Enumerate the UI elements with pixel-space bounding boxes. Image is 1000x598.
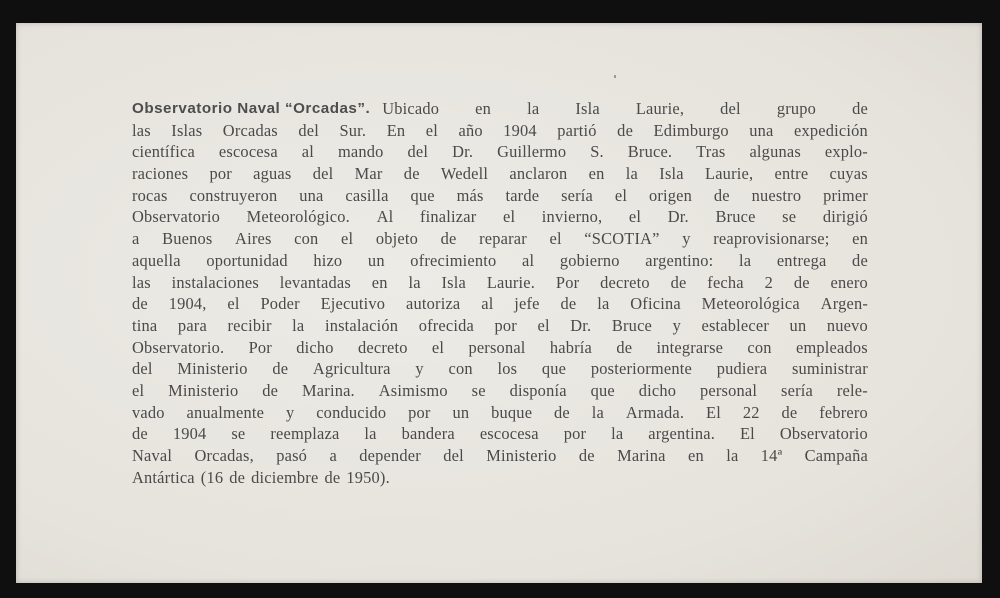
word: recibir xyxy=(227,315,272,335)
word: nuevo xyxy=(826,315,868,335)
word: de xyxy=(272,359,289,379)
word: año xyxy=(458,120,483,140)
word: de xyxy=(670,272,687,292)
word: científica xyxy=(132,142,195,162)
word: levantadas xyxy=(279,272,351,292)
body-lines xyxy=(132,120,868,489)
word: en xyxy=(588,164,605,184)
text-line xyxy=(132,402,868,424)
word: Bruce xyxy=(715,207,756,227)
word: Laurie, xyxy=(705,164,754,184)
text-line xyxy=(132,206,868,228)
word: la xyxy=(625,164,639,184)
word: Isla xyxy=(659,164,684,184)
word: Agricultura xyxy=(312,359,391,379)
word: que xyxy=(541,359,567,379)
word: Sur. xyxy=(339,120,367,140)
word: disponía xyxy=(509,380,567,400)
word: argentino: xyxy=(645,250,714,270)
word: decreto xyxy=(600,272,650,292)
first-line-text xyxy=(382,98,868,120)
first-line xyxy=(132,98,868,120)
word: por xyxy=(408,402,431,422)
word: Meteorológico. xyxy=(246,207,350,227)
word: instalaciones xyxy=(171,272,259,292)
word: dicho xyxy=(638,380,677,400)
word: el xyxy=(341,229,354,249)
word: y xyxy=(415,359,424,379)
word: la xyxy=(364,424,377,444)
word: de xyxy=(132,294,148,314)
word: por xyxy=(494,315,517,335)
word: la xyxy=(408,272,421,292)
word: de xyxy=(852,250,868,270)
word: empleados xyxy=(795,337,868,357)
text-line xyxy=(132,272,868,294)
word: Observatorio. xyxy=(132,337,225,357)
word: se xyxy=(471,380,486,400)
word: Dr. xyxy=(452,142,474,162)
text-line xyxy=(132,315,868,337)
word: de xyxy=(554,402,570,422)
word: el xyxy=(227,294,240,314)
word: Ministerio xyxy=(486,446,557,465)
word: Observatorio xyxy=(779,424,868,444)
word: primer xyxy=(823,185,868,205)
word: nuestro xyxy=(751,185,802,205)
word: Edimburgo xyxy=(653,120,729,140)
word: finalizar xyxy=(419,207,477,227)
word: escocesa xyxy=(479,424,539,444)
word: S. xyxy=(590,142,604,162)
word: Campaña xyxy=(804,446,868,465)
word: una xyxy=(299,185,324,205)
word: con xyxy=(448,359,473,379)
word: una xyxy=(749,120,774,140)
word: depender xyxy=(359,446,421,465)
word: el xyxy=(431,337,445,357)
word: Al xyxy=(376,207,394,227)
word: 1904, xyxy=(168,294,207,314)
word: invierno, xyxy=(541,207,603,227)
text-line xyxy=(132,445,868,467)
word: Marina xyxy=(617,446,666,465)
word: del xyxy=(312,164,334,184)
word: Ministerio xyxy=(177,359,248,379)
word: establecer xyxy=(701,315,770,335)
document-text xyxy=(132,98,868,488)
word: de xyxy=(617,120,634,140)
word: fecha xyxy=(707,272,744,292)
word: Mar xyxy=(354,164,383,184)
word: la xyxy=(726,446,739,465)
word: Antártica xyxy=(132,467,195,487)
word: gobierno xyxy=(559,250,620,270)
text-line xyxy=(132,380,868,402)
text-line xyxy=(132,141,868,163)
word: del xyxy=(407,142,429,162)
word: Observatorio xyxy=(132,207,220,227)
word: al xyxy=(522,250,535,270)
word: Dr. xyxy=(570,315,592,335)
document-title: Observatorio Naval “Orcadas”. xyxy=(132,100,371,117)
word: 22 xyxy=(742,402,760,422)
word: al xyxy=(481,294,494,314)
word: al xyxy=(301,142,315,162)
word: Bruce xyxy=(611,315,653,335)
word: de xyxy=(403,164,420,184)
word: explo- xyxy=(824,142,868,162)
word: en xyxy=(852,229,868,249)
word: Asimismo xyxy=(378,380,448,400)
word: mando xyxy=(337,142,384,162)
word: Laurie, xyxy=(635,99,685,118)
word: integrarse xyxy=(656,337,724,357)
word: 14ª xyxy=(760,446,783,465)
word: del xyxy=(132,359,153,379)
word: en xyxy=(371,272,388,292)
word: argentina. xyxy=(648,424,716,444)
word: la xyxy=(527,99,540,118)
word: de xyxy=(132,424,148,444)
word: Poder xyxy=(260,294,300,314)
word: cuyas xyxy=(829,164,868,184)
word: entre xyxy=(774,164,809,184)
word: aquella xyxy=(132,250,181,270)
word: casilla xyxy=(345,185,389,205)
text-line xyxy=(132,467,868,489)
word: de xyxy=(229,467,246,487)
word: dirigió xyxy=(822,207,868,227)
word: con xyxy=(747,337,772,357)
word: partió xyxy=(557,120,597,140)
word: a xyxy=(132,229,140,249)
word: reparar xyxy=(479,229,527,249)
word: de xyxy=(440,229,457,249)
word: a xyxy=(329,446,337,465)
word: de xyxy=(852,99,868,118)
word: de xyxy=(713,185,730,205)
word: rocas xyxy=(132,185,168,205)
word: Wedell xyxy=(440,164,489,184)
word: la xyxy=(597,294,610,314)
word: de xyxy=(793,272,810,292)
word: (16 xyxy=(200,467,224,487)
word: un xyxy=(452,402,470,422)
word: Tras xyxy=(696,142,726,162)
word: Aires xyxy=(235,229,272,249)
word: suministrar xyxy=(791,359,868,379)
word: Por xyxy=(555,272,580,292)
word: Ejecutivo xyxy=(320,294,386,314)
text-line xyxy=(132,163,868,185)
word: conducido xyxy=(316,402,387,422)
ink-speck xyxy=(614,75,616,78)
word: que xyxy=(410,185,435,205)
word: Meteorológica xyxy=(701,294,800,314)
word: construyeron xyxy=(189,185,278,205)
word: y xyxy=(285,402,295,422)
word: sería xyxy=(561,185,594,205)
text-line xyxy=(132,250,868,272)
word: “SCOTIA” xyxy=(584,229,660,249)
word: por xyxy=(563,424,587,444)
word: posteriormente xyxy=(590,359,692,379)
word: sería xyxy=(781,380,813,400)
word: Naval xyxy=(132,446,173,465)
word: del xyxy=(298,120,319,140)
word: enero xyxy=(830,272,868,292)
word: Marina. xyxy=(302,380,355,400)
word: el xyxy=(537,315,550,335)
word: buque xyxy=(491,402,533,422)
word: de xyxy=(262,380,279,400)
word: el xyxy=(549,229,562,249)
word: se xyxy=(782,207,797,227)
word: la xyxy=(611,424,624,444)
word: Argen- xyxy=(820,294,868,314)
word: Orcadas, xyxy=(194,446,254,465)
word: ofrecida xyxy=(418,315,474,335)
word: objeto xyxy=(375,229,419,249)
word: del xyxy=(720,99,741,118)
word: el xyxy=(502,207,516,227)
word: rele- xyxy=(836,380,868,400)
text-line xyxy=(132,337,868,359)
word: entrega xyxy=(776,250,827,270)
word: de xyxy=(781,402,798,422)
word: Islas xyxy=(171,120,203,140)
word: la xyxy=(292,315,305,335)
word: 1950). xyxy=(346,467,390,487)
word: Ministerio xyxy=(168,380,239,400)
word: 1904 xyxy=(503,120,537,140)
word: Por xyxy=(248,337,272,357)
word: reemplaza xyxy=(270,424,340,444)
word: un xyxy=(789,315,807,335)
word: decreto xyxy=(357,337,408,357)
word: Isla xyxy=(575,99,600,118)
word: dicho xyxy=(296,337,334,357)
text-line xyxy=(132,228,868,250)
word: expedición xyxy=(793,120,868,140)
word: de xyxy=(616,337,633,357)
word: de xyxy=(578,446,595,465)
word: Dr. xyxy=(667,207,689,227)
word: de xyxy=(560,294,577,314)
word: con xyxy=(294,229,319,249)
document-card xyxy=(16,23,982,583)
word: los xyxy=(497,359,518,379)
word: origen xyxy=(648,185,693,205)
word: grupo xyxy=(776,99,817,118)
word: escocesa xyxy=(218,142,278,162)
word: Laurie. xyxy=(486,272,536,292)
word: el xyxy=(132,380,145,400)
word: en xyxy=(475,99,492,118)
word: En xyxy=(386,120,406,140)
word: la xyxy=(591,402,604,422)
word: habría xyxy=(549,337,593,357)
word: más xyxy=(456,185,484,205)
word: del xyxy=(443,446,464,465)
text-line xyxy=(132,358,868,380)
word: el xyxy=(614,185,628,205)
word: se xyxy=(231,424,246,444)
word: tarde xyxy=(505,185,540,205)
word: de xyxy=(324,467,341,487)
word: oportunidad xyxy=(206,250,288,270)
text-line xyxy=(132,423,868,445)
word: 1904 xyxy=(172,424,207,444)
word: hizo xyxy=(313,250,343,270)
word: personal xyxy=(700,380,758,400)
word: reaprovisionarse; xyxy=(713,229,830,249)
word: El xyxy=(739,424,755,444)
word: ofrecimiento xyxy=(410,250,497,270)
word: Bruce. xyxy=(627,142,673,162)
word: y xyxy=(682,229,691,249)
word: pasó xyxy=(276,446,308,465)
word: autoriza xyxy=(406,294,461,314)
word: instalación xyxy=(324,315,399,335)
word: por xyxy=(209,164,232,184)
word: febrero xyxy=(819,402,868,422)
word: que xyxy=(590,380,615,400)
text-line xyxy=(132,293,868,315)
word: Armada. xyxy=(625,402,685,422)
word: Oficina xyxy=(630,294,681,314)
word: Guillermo xyxy=(497,142,567,162)
word: las xyxy=(132,120,151,140)
word: pudiera xyxy=(716,359,768,379)
word: vado xyxy=(132,402,165,422)
word: algunas xyxy=(749,142,801,162)
word: raciones xyxy=(132,164,189,184)
word: un xyxy=(367,250,385,270)
word: en xyxy=(687,446,704,465)
word: diciembre xyxy=(251,467,319,487)
word: personal xyxy=(468,337,526,357)
word: la xyxy=(739,250,752,270)
word: Orcadas xyxy=(222,120,278,140)
word: jefe xyxy=(514,294,540,314)
word: Ubicado xyxy=(382,99,440,118)
text-line xyxy=(132,120,868,142)
word: tina xyxy=(132,315,158,335)
word: Buenos xyxy=(162,229,213,249)
word: anclaron xyxy=(509,164,568,184)
word: bandera xyxy=(401,424,455,444)
word: el xyxy=(425,120,438,140)
word: para xyxy=(177,315,207,335)
word: y xyxy=(672,315,681,335)
text-line xyxy=(132,185,868,207)
word: las xyxy=(132,272,151,292)
word: Isla xyxy=(441,272,466,292)
word: aguas xyxy=(253,164,292,184)
word: El xyxy=(706,402,721,422)
word: 2 xyxy=(764,272,774,292)
word: el xyxy=(628,207,642,227)
word: anualmente xyxy=(186,402,265,422)
